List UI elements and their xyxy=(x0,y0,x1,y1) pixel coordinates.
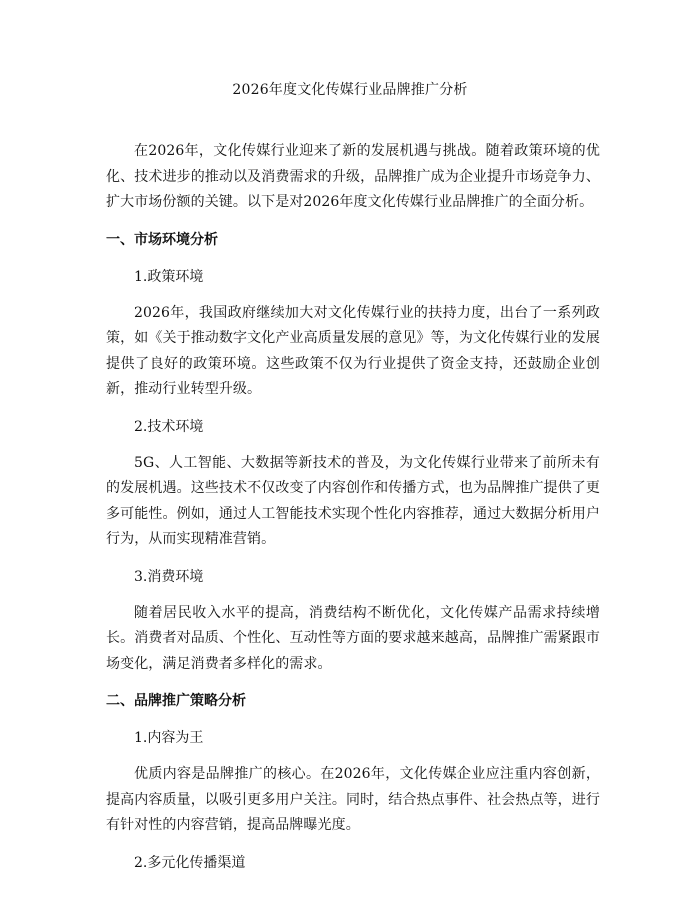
intro-paragraph: 在2026年，文化传媒行业迎来了新的发展机遇与挑战。随着政策环境的优化、技术进步的推动以及消费需求的升级，品牌推广成为企业提升市场竞争力、扩大市场份额的关键。以下是对2026年度文化传媒行业品牌推广的全面分析。 xyxy=(106,143,600,210)
subsection-text-content: 优质内容是品牌推广的核心。在2026年，文化传媒企业应注重内容创新，提高内容质量，以吸引更多用户关注。同时，结合热点事件、社会热点等，进行有针对性的内容营销，提高品牌曝光度。 xyxy=(106,766,600,833)
subsection-text-policy: 2026年，我国政府继续加大对文化传媒行业的扶持力度，出台了一系列政策，如《关于推动数字文化产业高质量发展的意见》等，为文化传媒行业的发展提供了良好的政策环境。这些政策不仅为行业提供了资金支持，还鼓励企业创新，推动行业转型升级。 xyxy=(106,304,600,397)
subsection-title-technology: 2.技术环境 xyxy=(134,418,204,435)
subsection-title-policy: 1.政策环境 xyxy=(134,268,204,285)
document-title: 2026年度文化传媒行业品牌推广分析 xyxy=(232,82,468,98)
subsection-text-technology: 5G、人工智能、大数据等新技术的普及，为文化传媒行业带来了前所未有的发展机遇。这些技术不仅改变了内容创作和传播方式，也为品牌推广提供了更多可能性。例如，通过人工智能技术实现个性化内容推荐，通过大数据分析用户行为，从而实现精准营销。 xyxy=(106,454,600,547)
document-body xyxy=(106,139,600,887)
subsection-text-consumption: 随着居民收入水平的提高，消费结构不断优化，文化传媒产品需求持续增长。消费者对品质、个性化、互动性等方面的要求越来越高，品牌推广需紧跟市场变化，满足消费者多样化的需求。 xyxy=(106,604,600,672)
subsection-title-content: 1.内容为王 xyxy=(134,730,204,746)
subsection-title-channels: 2.多元化传播渠道 xyxy=(134,854,246,871)
subsection-title-consumption: 3.消费环境 xyxy=(134,568,204,585)
section-heading-strategy: 二、品牌推广策略分析 xyxy=(106,693,246,709)
section-heading-market: 一、市场环境分析 xyxy=(106,231,218,248)
